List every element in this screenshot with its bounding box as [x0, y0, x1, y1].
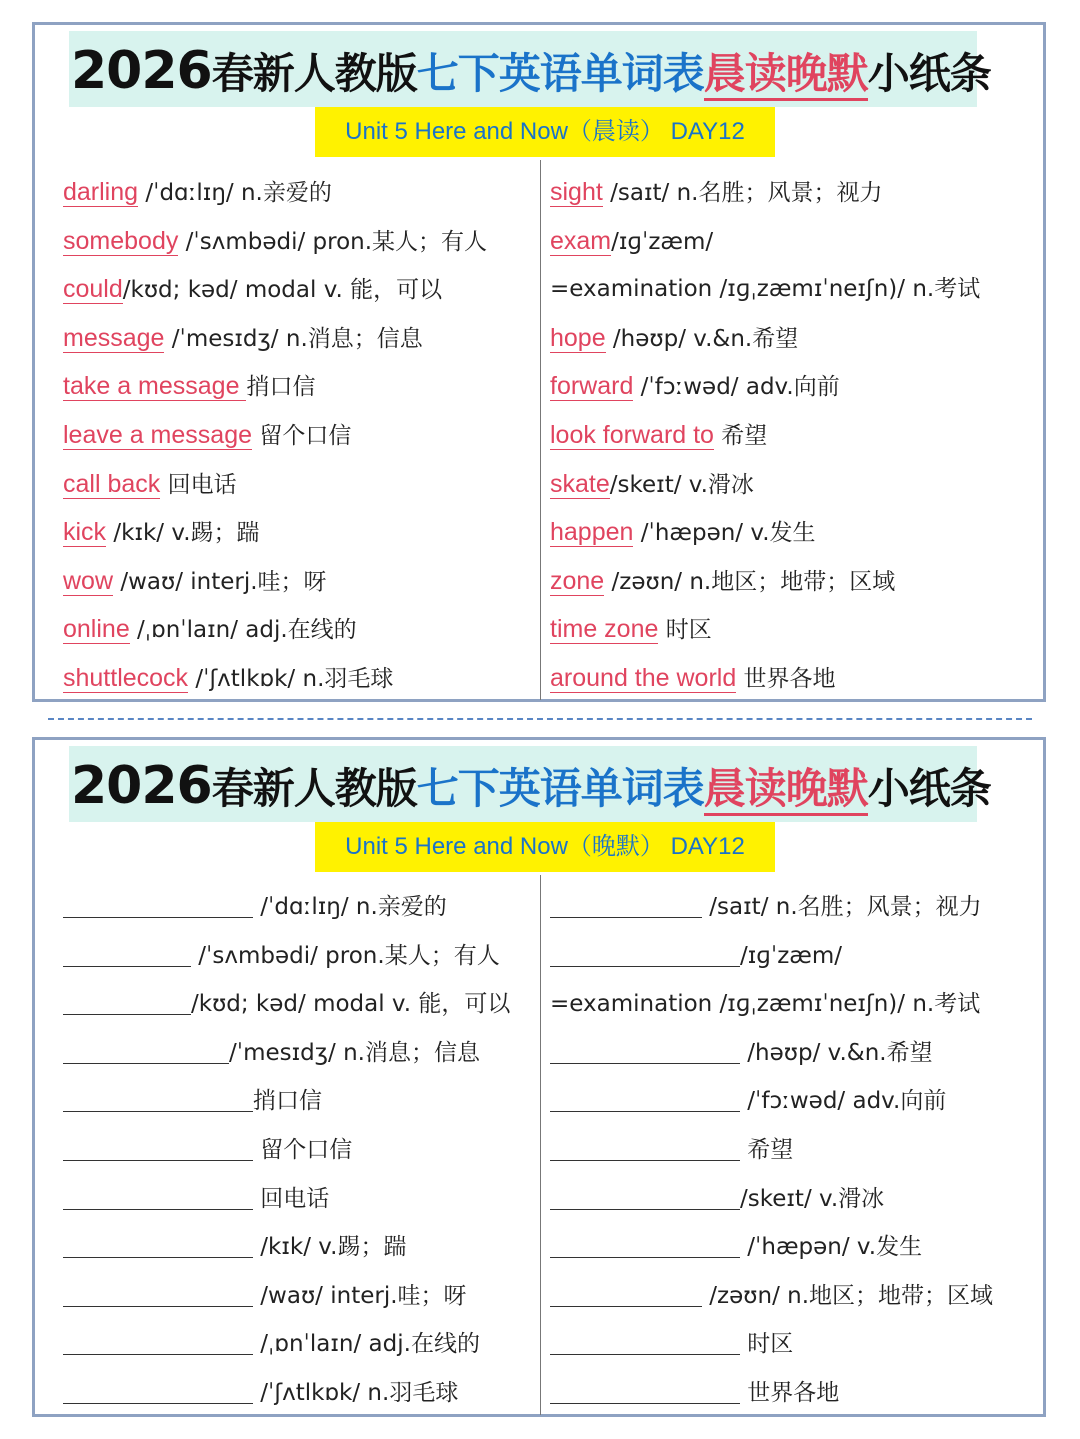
- dictation-row: [550, 1029, 1040, 1078]
- dictation-row: [63, 1320, 533, 1369]
- vocab-definition: 回电话: [253, 1185, 330, 1212]
- vocab-word: hope: [550, 323, 606, 352]
- vocab-definition: /həʊp/ v.&n.希望: [740, 1039, 933, 1066]
- vocab-word: exam: [550, 226, 612, 255]
- word-list-left: [63, 168, 533, 703]
- vocab-row: [63, 314, 533, 363]
- dictation-list-right: [550, 883, 1040, 1418]
- dictation-row: [550, 1126, 1040, 1175]
- answer-blank[interactable]: [63, 936, 191, 967]
- vocab-definition: /saɪt/ n.名胜；风景；视力: [602, 180, 883, 206]
- vocab-definition: /ɪɡˈzæm/: [611, 228, 714, 255]
- answer-blank[interactable]: [550, 1373, 740, 1404]
- vocab-definition: 希望: [713, 422, 768, 449]
- vocab-definition: =examination /ɪɡˌzæmɪˈneɪʃn)/ n.考试: [550, 276, 981, 303]
- vocab-row: [550, 654, 1040, 703]
- vocab-row: [63, 460, 533, 509]
- dictation-row: [63, 1077, 533, 1126]
- vocab-definition: /həʊp/ v.&n.希望: [605, 325, 799, 352]
- vocab-word: shuttlecock: [63, 663, 189, 692]
- vocab-definition: /ˈsʌmbədi/ pron.某人；有人: [191, 942, 500, 969]
- answer-blank[interactable]: [63, 887, 253, 918]
- vocab-word: sight: [550, 178, 603, 206]
- vocab-row: [63, 362, 533, 411]
- vocab-row: [550, 460, 1040, 509]
- answer-blank[interactable]: [63, 1081, 253, 1112]
- vocab-definition: =examination /ɪɡˌzæmɪˈneɪʃn)/ n.考试: [550, 991, 981, 1018]
- answer-blank[interactable]: [63, 1324, 253, 1355]
- vocab-row: [63, 508, 533, 557]
- vocab-word: forward: [550, 372, 634, 401]
- vocab-definition: /ˈhæpən/ v.发生: [740, 1234, 923, 1261]
- dictation-row: [63, 1223, 533, 1272]
- vocab-word: wow: [63, 566, 114, 595]
- vocab-definition: 希望: [740, 1136, 794, 1163]
- vocab-definition: /zəʊn/ n.地区；地带；区域: [604, 568, 896, 595]
- subtitle: Unit 5 Here and Now（晨读） DAY12: [345, 118, 745, 145]
- dictation-row: [63, 1272, 533, 1321]
- vocab-definition: /waʊ/ interj.哇；呀: [113, 568, 327, 595]
- vocab-word: skate: [550, 469, 610, 498]
- vocab-definition: 留个口信: [252, 422, 352, 449]
- dictation-row: [550, 932, 1040, 981]
- vocab-definition: /ˈhæpən/ v.发生: [633, 520, 816, 547]
- vocab-row: [63, 265, 533, 314]
- vocab-definition: 回电话: [160, 471, 237, 498]
- vocab-definition: /saɪt/ n.名胜；风景；视力: [702, 894, 982, 920]
- answer-blank[interactable]: [550, 887, 702, 918]
- vocab-row: [63, 605, 533, 654]
- vocab-row: [63, 654, 533, 703]
- word-list-right: [550, 168, 1040, 703]
- subtitle: Unit 5 Here and Now（晚默） DAY12: [345, 833, 745, 860]
- vocab-row: [550, 605, 1040, 654]
- answer-blank[interactable]: [63, 1227, 253, 1258]
- vocab-definition: 世界各地: [736, 665, 836, 692]
- answer-blank[interactable]: [550, 1033, 740, 1064]
- vocab-word: zone: [550, 566, 605, 595]
- vocab-word: happen: [550, 518, 634, 547]
- vocab-definition: 捎口信: [246, 374, 316, 401]
- vocab-definition: 时区: [740, 1331, 794, 1358]
- dictation-row: [550, 980, 1040, 1029]
- vocab-row: [63, 168, 533, 217]
- vocab-row: [63, 557, 533, 606]
- dictation-row: [550, 1320, 1040, 1369]
- vocab-definition: /ˈdɑːlɪŋ/ n.亲爱的: [253, 894, 447, 920]
- page-title: 2026春新人教版七下英语单词表晨读晚默小纸条: [71, 41, 991, 101]
- dictation-list-left: [63, 883, 533, 1418]
- answer-blank[interactable]: [63, 1276, 253, 1307]
- dictation-row: [550, 1272, 1040, 1321]
- vocab-word: could: [63, 275, 123, 304]
- column-divider: [540, 875, 541, 1415]
- dictation-row: [63, 883, 533, 932]
- vocab-word: around the world: [550, 663, 737, 692]
- vocab-definition: /ˈfɔːwəd/ adv.向前: [740, 1088, 947, 1115]
- vocab-definition: /waʊ/ interj.哇；呀: [253, 1282, 467, 1309]
- vocab-definition: /zəʊn/ n.地区；地带；区域: [702, 1282, 994, 1309]
- vocab-definition: /skeɪt/ v.滑冰: [609, 471, 754, 498]
- vocab-row: [63, 217, 533, 266]
- answer-blank[interactable]: [550, 1179, 740, 1210]
- vocab-definition: /kɪk/ v.踢；踹: [253, 1234, 407, 1261]
- vocab-word: kick: [63, 518, 107, 547]
- vocab-row: [550, 314, 1040, 363]
- dictation-row: [63, 1175, 533, 1224]
- morning-card: [32, 22, 1046, 702]
- evening-card: [32, 737, 1046, 1417]
- answer-blank[interactable]: [63, 1373, 253, 1404]
- vocab-row: [550, 168, 1040, 217]
- vocab-word: somebody: [63, 226, 179, 255]
- vocab-definition: /ɪɡˈzæm/: [740, 942, 843, 969]
- answer-blank[interactable]: [550, 1130, 740, 1161]
- answer-blank[interactable]: [550, 1324, 740, 1355]
- dictation-row: [550, 1175, 1040, 1224]
- vocab-definition: /kʊd; kəd/ modal v. 能，可以: [122, 277, 443, 304]
- vocab-row: [550, 217, 1040, 266]
- vocab-word: take a message: [63, 372, 247, 401]
- vocab-row: [550, 557, 1040, 606]
- dictation-row: [550, 1077, 1040, 1126]
- vocab-row: [550, 411, 1040, 460]
- dictation-row: [63, 980, 533, 1029]
- answer-blank[interactable]: [550, 1227, 740, 1258]
- vocab-row: [550, 362, 1040, 411]
- answer-blank[interactable]: [63, 1033, 229, 1064]
- vocab-definition: /ˈdɑːlɪŋ/ n.亲爱的: [138, 180, 332, 206]
- answer-blank[interactable]: [63, 984, 191, 1015]
- dictation-row: [63, 1369, 533, 1418]
- vocab-definition: /skeɪt/ v.滑冰: [740, 1185, 885, 1212]
- answer-blank[interactable]: [550, 936, 740, 967]
- vocab-word: online: [63, 615, 130, 644]
- vocab-definition: 世界各地: [740, 1379, 840, 1406]
- vocab-definition: /ˌɒnˈlaɪn/ adj.在线的: [253, 1331, 480, 1358]
- dictation-row: [63, 1126, 533, 1175]
- vocab-word: leave a message: [63, 420, 253, 449]
- vocab-definition: /ˈʃʌtlkɒk/ n.羽毛球: [253, 1379, 459, 1406]
- dictation-row: [63, 1029, 533, 1078]
- answer-blank[interactable]: [550, 1081, 740, 1112]
- vocab-row: [63, 411, 533, 460]
- vocab-definition: 留个口信: [253, 1136, 353, 1163]
- vocab-definition: 时区: [658, 617, 712, 644]
- vocab-definition: /kʊd; kəd/ modal v. 能，可以: [191, 991, 511, 1018]
- dashed-divider: [48, 718, 1032, 720]
- vocab-word: look forward to: [550, 420, 714, 449]
- vocab-definition: /ˈmesɪdʒ/ n.消息；信息: [229, 1039, 480, 1066]
- vocab-definition: /ˈsʌmbədi/ pron.某人；有人: [178, 228, 488, 255]
- dictation-row: [63, 932, 533, 981]
- dictation-row: [550, 1223, 1040, 1272]
- answer-blank[interactable]: [63, 1130, 253, 1161]
- vocab-row: [550, 508, 1040, 557]
- vocab-definition: /kɪk/ v.踢；踹: [106, 520, 260, 547]
- vocab-definition: /ˌɒnˈlaɪn/ adj.在线的: [129, 617, 357, 644]
- vocab-word: message: [63, 323, 165, 352]
- vocab-word: time zone: [550, 615, 659, 644]
- page-title: 2026春新人教版七下英语单词表晨读晚默小纸条: [71, 756, 991, 816]
- vocab-word: call back: [63, 469, 161, 498]
- vocab-word: darling: [63, 178, 139, 206]
- vocab-row: [550, 265, 1040, 314]
- vocab-definition: /ˈʃʌtlkɒk/ n.羽毛球: [188, 665, 394, 692]
- answer-blank[interactable]: [550, 1276, 702, 1307]
- dictation-row: [550, 1369, 1040, 1418]
- dictation-row: [550, 883, 1040, 932]
- answer-blank[interactable]: [63, 1179, 253, 1210]
- column-divider: [540, 160, 541, 700]
- vocab-definition: /ˈmesɪdʒ/ n.消息；信息: [164, 325, 423, 352]
- vocab-definition: /ˈfɔːwəd/ adv.向前: [633, 374, 840, 401]
- vocab-definition: 捎口信: [253, 1088, 322, 1115]
